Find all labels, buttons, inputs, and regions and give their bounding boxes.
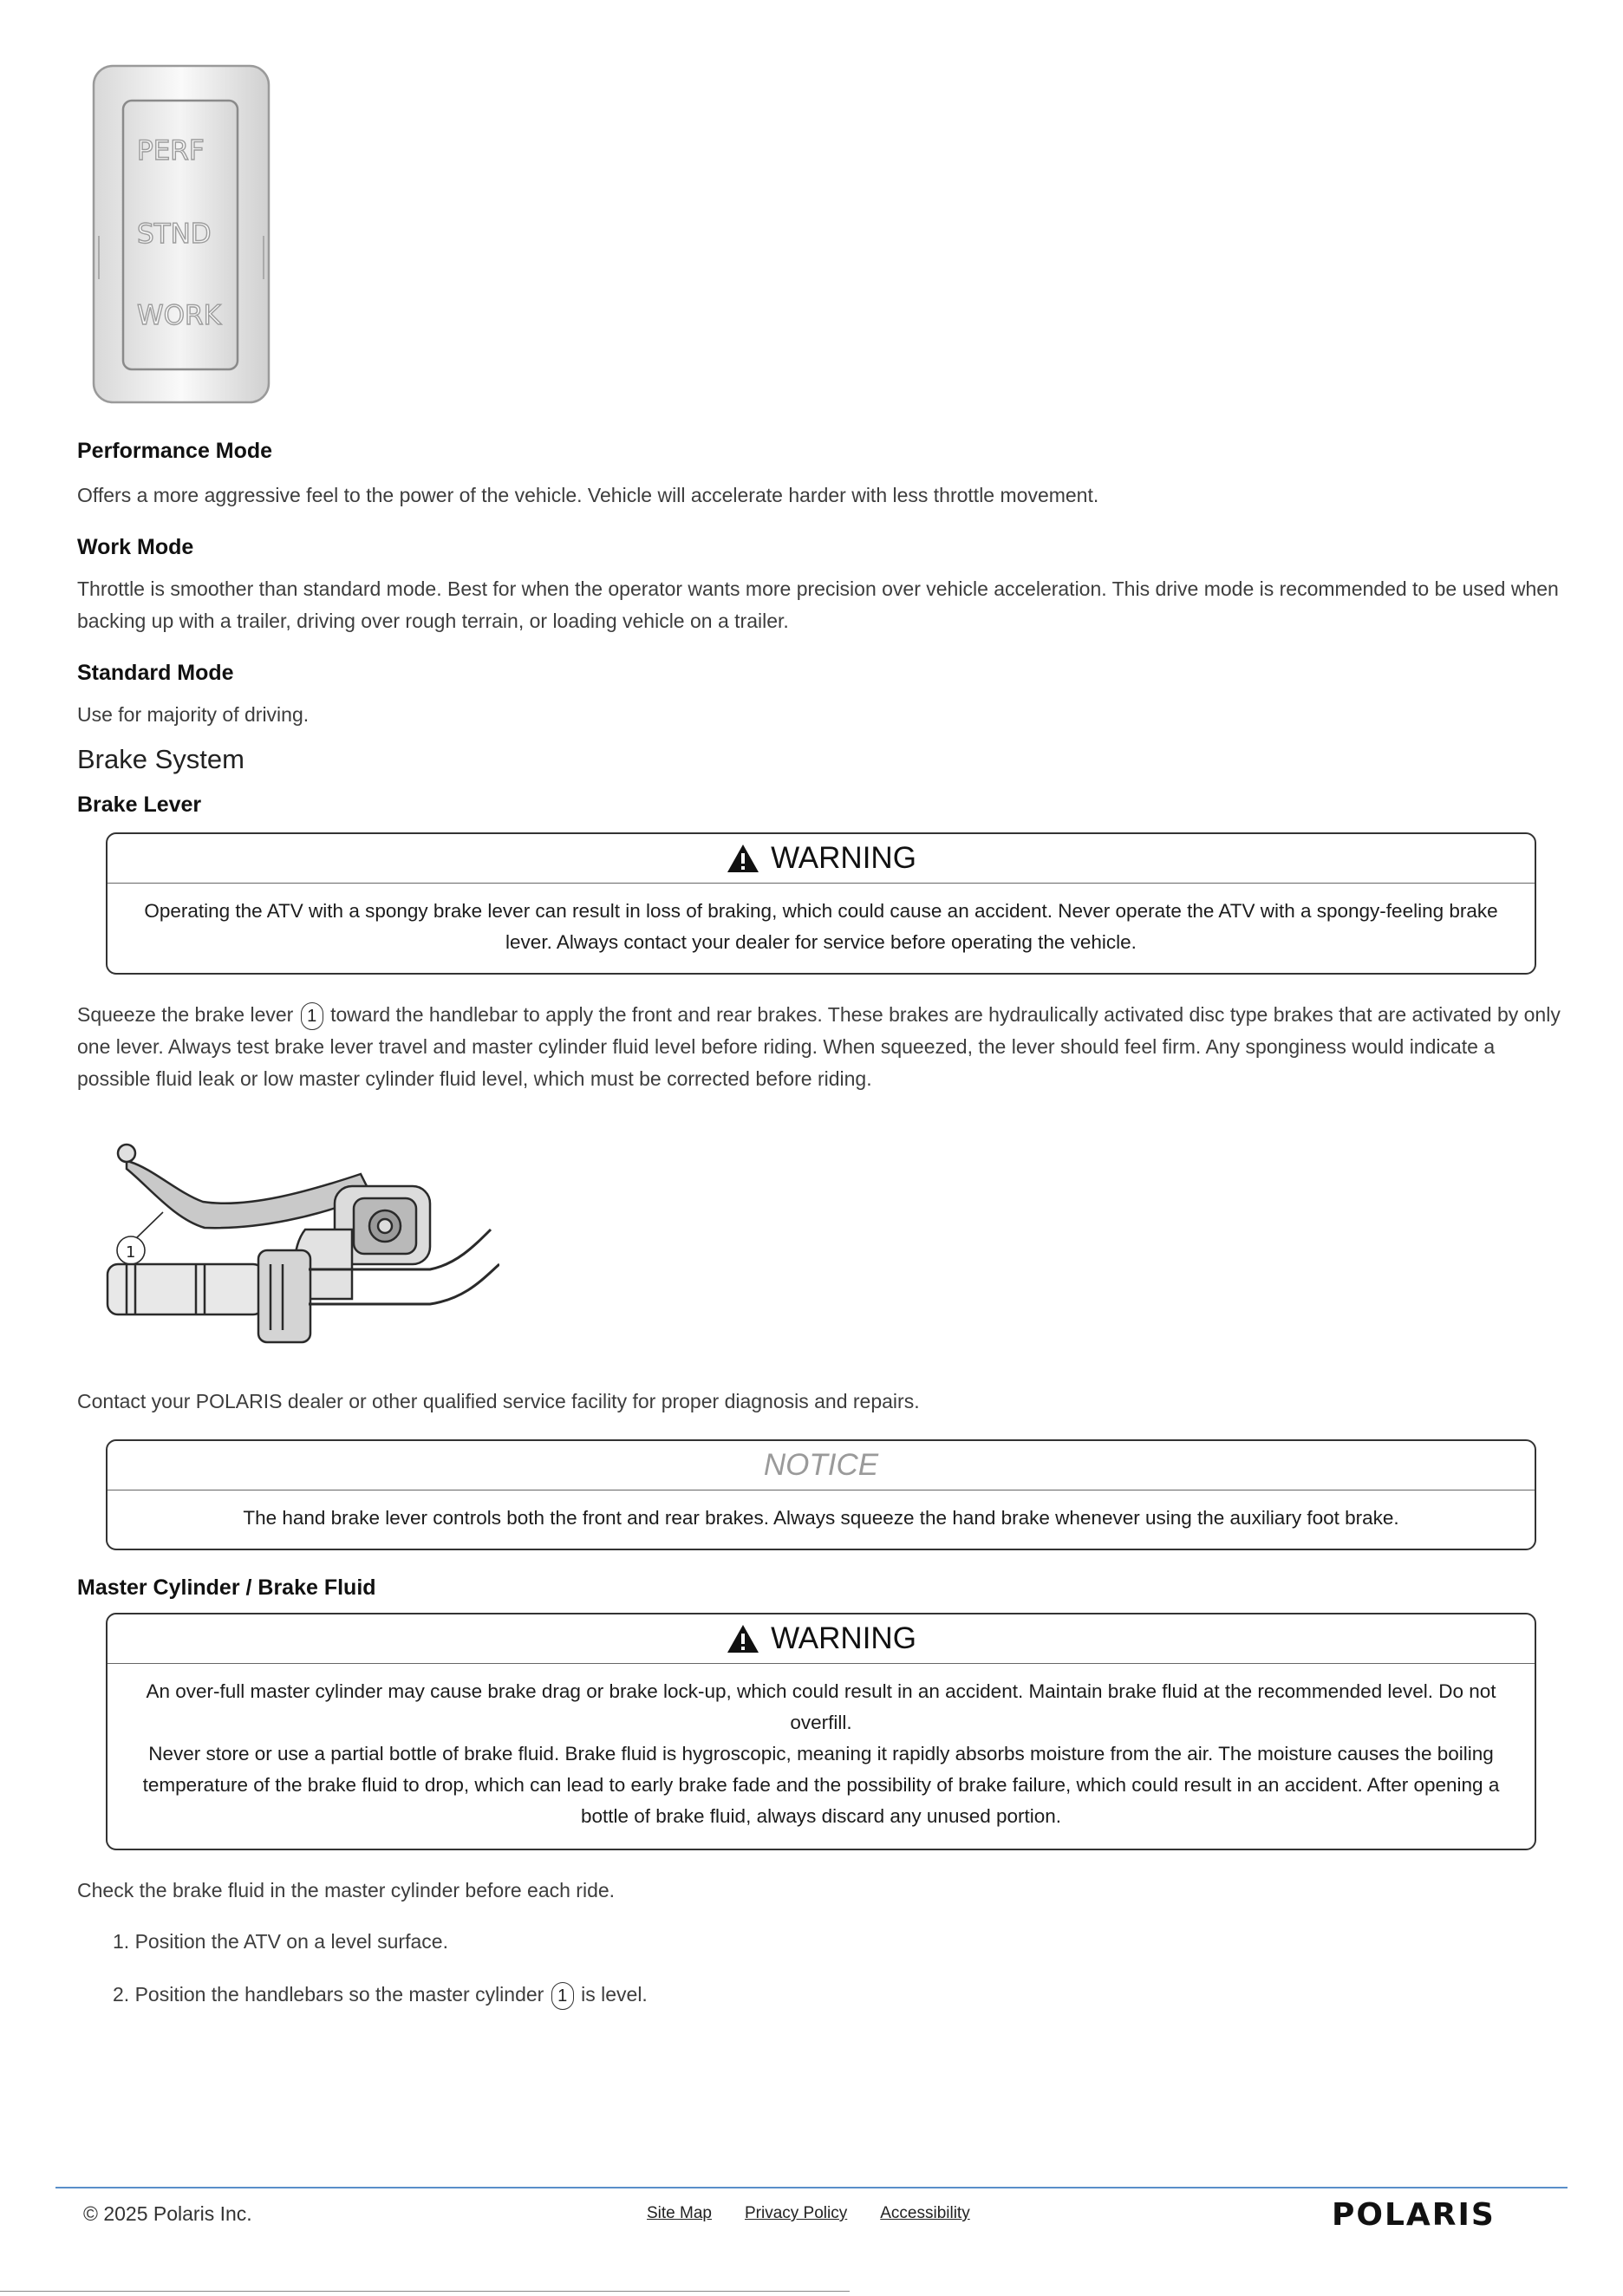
warning-text: Operating the ATV with a spongy brake lever can result in loss of braking, which could cause an accident. Never operate the ATV with a spongy-feeling brake lever. Always contact your dealer for service before operating the vehicle. <box>144 900 1498 953</box>
switch-label-stnd: STND <box>137 219 212 250</box>
warning-triangle-icon <box>726 1623 760 1654</box>
master-cylinder-heading: Master Cylinder / Brake Fluid <box>77 1575 376 1600</box>
switch-label-perf: PERF <box>137 135 205 166</box>
polaris-logo[interactable] <box>1332 2198 1540 2229</box>
warning-line-1: An over-full master cylinder may cause brake drag or brake lock-up, which could result in an accident. Maintain brake fluid at the recommended level. Do not overfill. <box>146 1680 1496 1733</box>
step-2-text-b: is level. <box>581 1983 648 2006</box>
performance-mode-text: Offers a more aggressive feel to the power of the vehicle. Vehicle will accelerate harder with less throttle movement. <box>77 484 1099 506</box>
warning-header <box>108 1614 1535 1664</box>
copyright: © 2025 Polaris Inc. <box>83 2202 252 2225</box>
work-mode-heading: Work Mode <box>77 535 194 559</box>
warning-text <box>108 1664 1535 1844</box>
standard-mode-text: Use for majority of driving. <box>77 703 310 726</box>
site-map-link[interactable]: Site Map <box>647 2204 712 2222</box>
squeeze-text-b: toward the handlebar to apply the front and rear brakes. These brakes are hydraulically activated disc type brakes that are activated by only one lever. Always test brake lever travel and master cylinder fluid level before riding. When squeezed, the lever should feel firm. Any sponginess would indicate a possible fluid leak or low master cylinder fluid level, which must be corrected before riding. <box>77 1003 1561 1090</box>
callout-number: 1 <box>301 1002 323 1030</box>
svg-text:1: 1 <box>126 1243 136 1262</box>
brake-fluid-warning <box>106 1613 1536 1850</box>
brake-lever-warning <box>106 832 1536 975</box>
accessibility-link[interactable]: Accessibility <box>880 2204 970 2222</box>
performance-mode-heading: Performance Mode <box>77 439 273 463</box>
page-edge-rule <box>0 2291 850 2292</box>
brake-system-title: Brake System <box>77 744 244 774</box>
switch-label-work: WORK <box>137 300 221 331</box>
notice-header: NOTICE <box>108 1441 1535 1490</box>
step-1: 1. Position the ATV on a level surface. <box>113 1930 448 1953</box>
brake-lever-heading: Brake Lever <box>77 793 202 817</box>
squeeze-text-a: Squeeze the brake lever <box>77 1003 294 1026</box>
notice-text: The hand brake lever controls both the front and rear brakes. Always squeeze the hand brake whenever using the auxiliary foot brake. <box>243 1507 1399 1529</box>
warning-header <box>108 834 1535 884</box>
footer-divider <box>55 2187 1568 2188</box>
step-2 <box>113 1982 648 2010</box>
warning-label: WARNING <box>771 1621 916 1655</box>
warning-label: WARNING <box>771 841 916 875</box>
drive-mode-switch-image <box>90 62 274 408</box>
privacy-policy-link[interactable]: Privacy Policy <box>744 2204 848 2222</box>
brake-lever-image <box>101 1134 499 1363</box>
brake-notice <box>106 1439 1536 1550</box>
standard-mode-heading: Standard Mode <box>77 661 234 685</box>
brake-lever-instructions <box>77 999 1568 1095</box>
footer-links <box>647 2204 970 2223</box>
polaris-logo-text: POLARIS <box>1332 2198 1496 2229</box>
work-mode-text: Throttle is smoother than standard mode. Best for when the operator wants more precision over vehicle acceleration. This drive mode is recommended to be used when backing up with a trailer, driving over rough terrain, or loading vehicle on a trailer. <box>77 577 1559 632</box>
step-2-text-a: 2. Position the handlebars so the master cylinder <box>113 1983 544 2006</box>
warning-triangle-icon <box>726 843 760 874</box>
callout-number: 1 <box>551 1982 574 2010</box>
warning-line-2: Never store or use a partial bottle of brake fluid. Brake fluid is hygroscopic, meaning it rapidly absorbs moisture from the air. The moisture causes the boiling temperature of the brake fluid to drop, which can lead to early brake fade and the possibility of brake failure, which could result in an accident. After opening a bottle of brake fluid, always discard any unused portion. <box>142 1743 1500 1827</box>
check-fluid-text: Check the brake fluid in the master cylinder before each ride. <box>77 1879 616 1901</box>
contact-dealer-text: Contact your POLARIS dealer or other qualified service facility for proper diagnosis and repairs. <box>77 1390 920 1412</box>
